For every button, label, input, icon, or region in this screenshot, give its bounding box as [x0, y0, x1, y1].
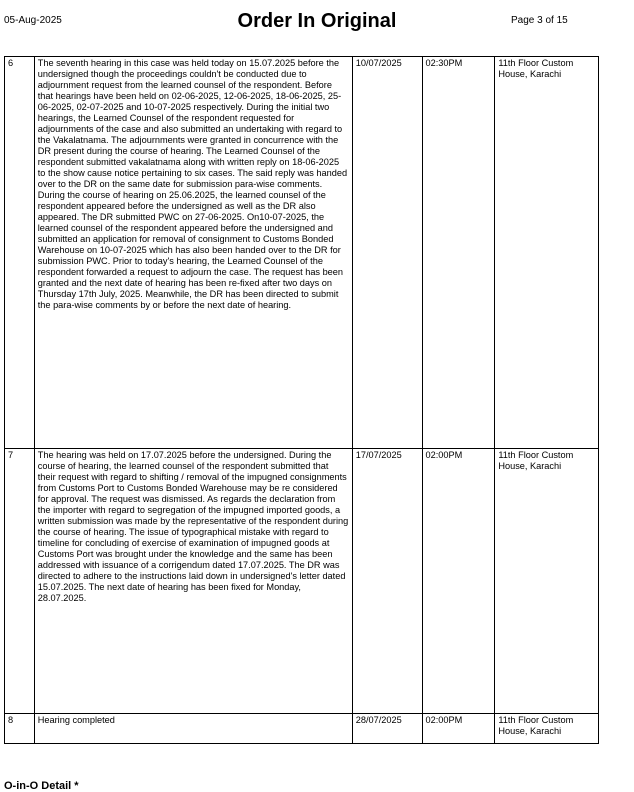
table-row	[5, 714, 599, 744]
hearing-time: 02:00PM	[422, 449, 495, 714]
hearing-time: 02:30PM	[422, 57, 495, 449]
hearing-date: 10/07/2025	[352, 57, 422, 449]
page-title: Order In Original	[237, 10, 397, 32]
hearing-description: Hearing completed	[34, 714, 352, 744]
hearing-location: 11th Floor Custom House, Karachi	[495, 714, 599, 744]
hearing-location: 11th Floor Custom House, Karachi	[495, 449, 599, 714]
hearing-description: The seventh hearing in this case was held today on 15.07.2025 before the undersigned though the proceedings couldn't be conducted due to adjournment request from the learned counsel of the respondent. Before that hearings have been held on 02-06-2025, 12-06-2025, 18-06-2025, 25-06-2025, 02-07-2025 and 10-07-2025 respectively. During the initial two hearings, the Learned Counsel of the respondent requested for adjournments of the case and also submitted an undertaking with regard to the Vakalatnama. The adjournments were granted in concurrence with the DR present during the course of hearing. The Learned Counsel of the respondent submitted vakalatnama along with written reply on 18-06-2025 to the show cause notice pertaining to six cases. The said reply was handed over to the DR on the same date for submission para-wise comments. During the course of hearing on 25.06.2025, the learned counsel of the respondent appeared before the undersigned as well as the DR also appeared. The DR submitted PWC on 27-06-2025. On10-07-2025, the learned counsel of the respondent appeared before the undersigned and submitted an application for removal of consignment to Customs Bonded Warehouse on 10-07-2025 which has also been handed over to the DR for submission PWC. Prior to today's hearing, the Learned Counsel of the respondent forwarded a request to adjourn the case. The request has been granted and the next date of hearing has been re-fixed after two days on Thursday 17th July, 2025. Meanwhile, the DR has been directed to submit the para-wise comments by or before the next date of hearing.	[34, 57, 352, 449]
page-number: Page 3 of 15	[511, 15, 568, 26]
table-row	[5, 449, 599, 714]
hearing-number: 7	[5, 449, 35, 714]
hearing-time: 02:00PM	[422, 714, 495, 744]
hearing-number: 6	[5, 57, 35, 449]
section-title: O-in-O Detail *	[4, 780, 79, 792]
hearing-location: 11th Floor Custom House, Karachi	[495, 57, 599, 449]
hearing-number: 8	[5, 714, 35, 744]
hearing-description: The hearing was held on 17.07.2025 before the undersigned. During the course of hearing, the learned counsel of the respondent submitted that their request with regard to shifting / removal of the impugned consignments from Customs Port to Customs Bonded Warehouse may be re considered for approval. The request was dismissed. As regards the declaration from the importer with regard to segregation of the impugned imported goods, a written submission was made by the representative of the respondent during the course of hearing. The issue of typographical mistake with regard to timeline for concluding of exercise of examination of impugned goods at Customs Port was brought under the knowledge and the same has been addressed with issuance of a corrigendum dated 17.07.2025. The DR was directed to adhere to the instructions laid down in undersigned's letter dated 15.07.2025. The next date of hearing has been fixed for Monday, 28.07.2025.	[34, 449, 352, 714]
hearings-table	[4, 56, 599, 744]
hearing-date: 17/07/2025	[352, 449, 422, 714]
hearing-date: 28/07/2025	[352, 714, 422, 744]
table-row	[5, 57, 599, 449]
page-date: 05-Aug-2025	[4, 15, 62, 26]
